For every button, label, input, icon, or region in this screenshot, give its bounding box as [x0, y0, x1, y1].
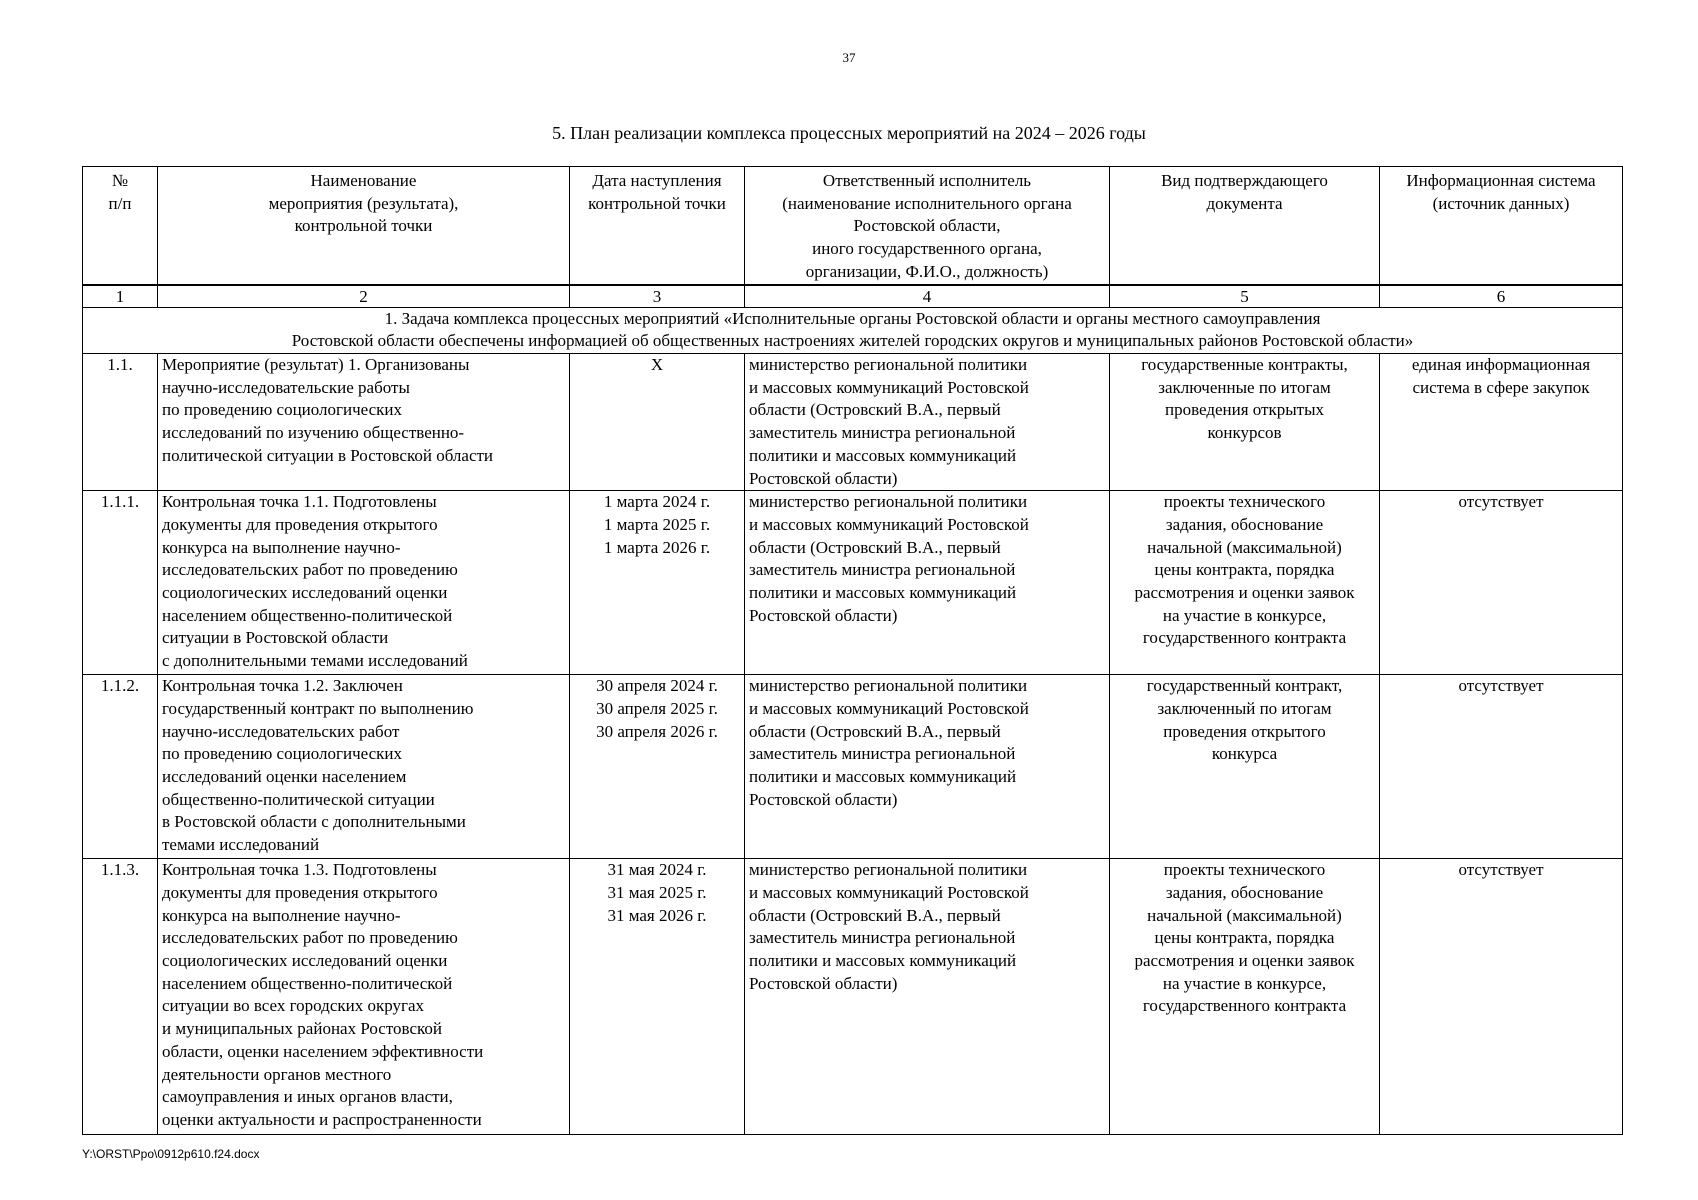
header-document: Вид подтверждающего документа	[1110, 167, 1380, 286]
page-number: 37	[842, 50, 856, 65]
row-document: проекты технического задания, обоснование начальной (максимальной) цены контракта, порядка рассмотрения и оценки заявок на участие в конкурсе, государственного контракта	[1110, 491, 1380, 675]
task-row	[83, 308, 1623, 354]
row-document: государственные контракты, заключенные по итогам проведения открытых конкурсов	[1110, 354, 1380, 491]
table-row	[83, 859, 1623, 1135]
row-name: Контрольная точка 1.1. Подготовлены документы для проведения открытого конкурса на выполнение научно- исследовательских работ по проведению социологических исследований оценки населением общественно-политической ситуации в Ростовской области с дополнительными темами исследований	[158, 491, 570, 675]
row-date: 30 апреля 2024 г. 30 апреля 2025 г. 30 апреля 2026 г.	[570, 675, 745, 859]
header-system: Информационная система (источник данных)	[1380, 167, 1623, 286]
column-number: 3	[570, 285, 745, 308]
column-numbers-row	[83, 285, 1623, 308]
row-document: государственный контракт, заключенный по итогам проведения открытого конкурса	[1110, 675, 1380, 859]
row-responsible: министерство региональной политики и массовых коммуникаций Ростовской области (Островский В.А., первый заместитель министра региональной политики и массовых коммуникаций Ростовской области)	[745, 675, 1110, 859]
header-name: Наименование мероприятия (результата), контрольной точки	[158, 167, 570, 286]
row-date: 1 марта 2024 г. 1 марта 2025 г. 1 марта 2026 г.	[570, 491, 745, 675]
table-row	[83, 491, 1623, 675]
plan-table	[82, 166, 1623, 1135]
table-header-row	[83, 167, 1623, 286]
table-row	[83, 354, 1623, 491]
task-text: 1. Задача комплекса процессных мероприятий «Исполнительные органы Ростовской области и органы местного самоуправления Ростовской области обеспечены информацией об общественных настроениях жителей городских округов и муниципальных районов Ростовской области»	[83, 308, 1623, 354]
row-date: 31 мая 2024 г. 31 мая 2025 г. 31 мая 2026 г.	[570, 859, 745, 1135]
header-num: № п/п	[83, 167, 158, 286]
column-number: 6	[1380, 285, 1623, 308]
row-responsible: министерство региональной политики и массовых коммуникаций Ростовской области (Островский В.А., первый заместитель министра региональной политики и массовых коммуникаций Ростовской области)	[745, 859, 1110, 1135]
row-system: единая информационная система в сфере закупок	[1380, 354, 1623, 491]
column-number: 2	[158, 285, 570, 308]
row-name: Контрольная точка 1.3. Подготовлены документы для проведения открытого конкурса на выполнение научно- исследовательских работ по проведению социологических исследований оценки населением общественно-политической ситуации во всех городских округах и муниципальных районах Ростовской области, оценки населением эффективности деятельности органов местного самоуправления и иных органов власти, оценки актуальности и распространенности	[158, 859, 570, 1135]
file-path: Y:\ORST\Ppo\0912p610.f24.docx	[82, 1147, 260, 1161]
table-row	[83, 675, 1623, 859]
row-responsible: министерство региональной политики и массовых коммуникаций Ростовской области (Островский В.А., первый заместитель министра региональной политики и массовых коммуникаций Ростовской области)	[745, 354, 1110, 491]
row-num: 1.1.1.	[83, 491, 158, 675]
row-system: отсутствует	[1380, 491, 1623, 675]
row-num: 1.1.	[83, 354, 158, 491]
row-date: Х	[570, 354, 745, 491]
row-num: 1.1.3.	[83, 859, 158, 1135]
header-responsible: Ответственный исполнитель (наименование исполнительного органа Ростовской области, иного государственного органа, организации, Ф.И.О., должность)	[745, 167, 1110, 286]
row-system: отсутствует	[1380, 675, 1623, 859]
row-name: Контрольная точка 1.2. Заключен государственный контракт по выполнению научно-исследовательских работ по проведению социологических исследований оценки населением общественно-политической ситуации в Ростовской области с дополнительными темами исследований	[158, 675, 570, 859]
column-number: 4	[745, 285, 1110, 308]
row-responsible: министерство региональной политики и массовых коммуникаций Ростовской области (Островский В.А., первый заместитель министра региональной политики и массовых коммуникаций Ростовской области)	[745, 491, 1110, 675]
column-number: 1	[83, 285, 158, 308]
section-title: 5. План реализации комплекса процессных мероприятий на 2024 – 2026 годы	[552, 123, 1146, 143]
row-document: проекты технического задания, обоснование начальной (максимальной) цены контракта, порядка рассмотрения и оценки заявок на участие в конкурсе, государственного контракта	[1110, 859, 1380, 1135]
row-name: Мероприятие (результат) 1. Организованы научно-исследовательские работы по проведению социологических исследований по изучению общественно- политической ситуации в Ростовской области	[158, 354, 570, 491]
column-number: 5	[1110, 285, 1380, 308]
row-num: 1.1.2.	[83, 675, 158, 859]
row-system: отсутствует	[1380, 859, 1623, 1135]
header-date: Дата наступления контрольной точки	[570, 167, 745, 286]
